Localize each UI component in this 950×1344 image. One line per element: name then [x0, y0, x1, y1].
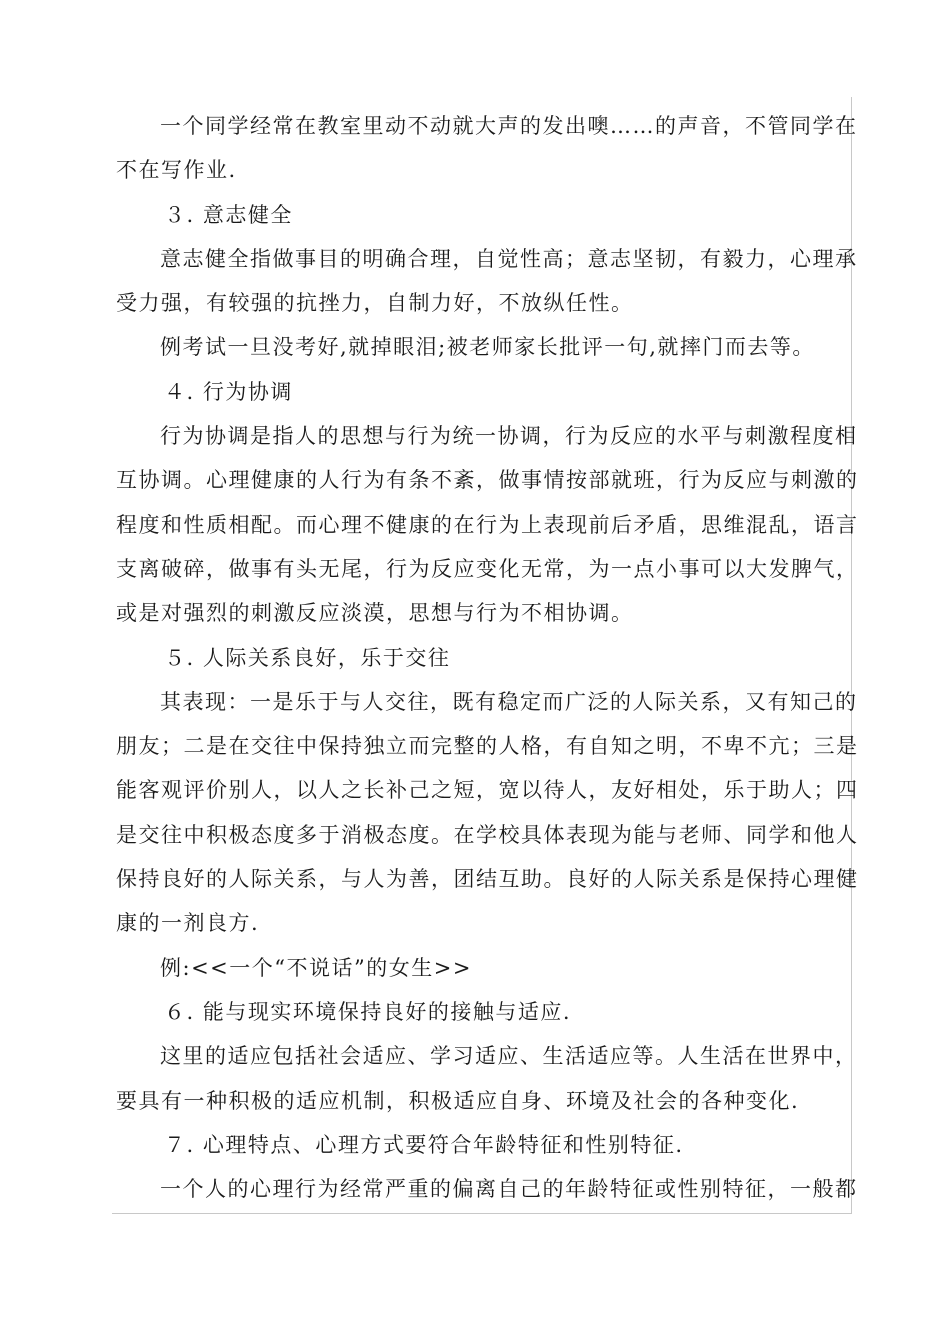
text-line: 例:<<一个“不说话”的女生>>: [160, 955, 472, 980]
text-line: 朋友；二是在交往中保持独立而完整的人格，有自知之明，不卑不亢；三是: [116, 734, 859, 759]
text-line: 一个同学经常在教室里动不动就大声的发出噢……的声音，不管同学在: [160, 114, 858, 138]
section-heading: ５. 人际关系良好，乐于交往: [164, 645, 451, 670]
text-line: 要具有一种积极的适应机制，积极适应自身、环境及社会的各种变化.: [116, 1088, 800, 1113]
section-heading: ４. 行为协调: [164, 379, 293, 404]
text-line: 是交往中积极态度多于消极态度。在学校具体表现为能与老师、同学和他人: [116, 822, 859, 847]
section-heading: ７. 心理特点、心理方式要符合年龄特征和性别特征.: [164, 1132, 684, 1157]
text-line: 这里的适应包括社会适应、学习适应、生活适应等。人生活在世界中，: [160, 1044, 858, 1069]
text-line: 保持良好的人际关系，与人为善，团结互助。良好的人际关系是保持心理健: [116, 867, 859, 892]
document-body: [116, 104, 859, 1211]
text-line: 一个人的心理行为经常严重的偏离自己的年龄特征或性别特征，一般都: [160, 1177, 858, 1202]
text-line: 程度和性质相配。而心理不健康的在行为上表现前后矛盾，思维混乱，语言: [116, 512, 859, 537]
text-line: 或是对强烈的刺激反应淡漠，思想与行为不相协调。: [116, 601, 634, 626]
text-line: 例考试一旦没考好,就掉眼泪;被老师家长批评一句,就摔门而去等。: [160, 335, 815, 360]
text-line: 受力强，有较强的抗挫力，自制力好，不放纵任性。: [116, 291, 634, 316]
page-border-bottom: [112, 1213, 852, 1214]
text-line: 其表现：一是乐于与人交往，既有稳定而广泛的人际关系，又有知己的: [160, 689, 858, 714]
text-line: 不在写作业.: [116, 158, 237, 183]
text-line: 行为协调是指人的思想与行为统一协调，行为反应的水平与刺激程度相: [160, 424, 858, 449]
text-line: 能客观评价别人，以人之长补己之短，宽以待人，友好相处，乐于助人；四: [116, 778, 859, 803]
text-line: 支离破碎，做事有头无尾，行为反应变化无常，为一点小事可以大发脾气，: [116, 556, 859, 581]
text-line: 意志健全指做事目的明确合理，自觉性高；意志坚韧，有毅力，心理承: [160, 246, 858, 271]
text-line: 康的一剂良方.: [116, 911, 260, 936]
text-line: 互协调。心理健康的人行为有条不紊，做事情按部就班，行为反应与刺激的: [116, 468, 859, 493]
section-heading: ３. 意志健全: [164, 202, 293, 227]
section-heading: ６. 能与现实环境保持良好的接触与适应.: [164, 999, 572, 1024]
